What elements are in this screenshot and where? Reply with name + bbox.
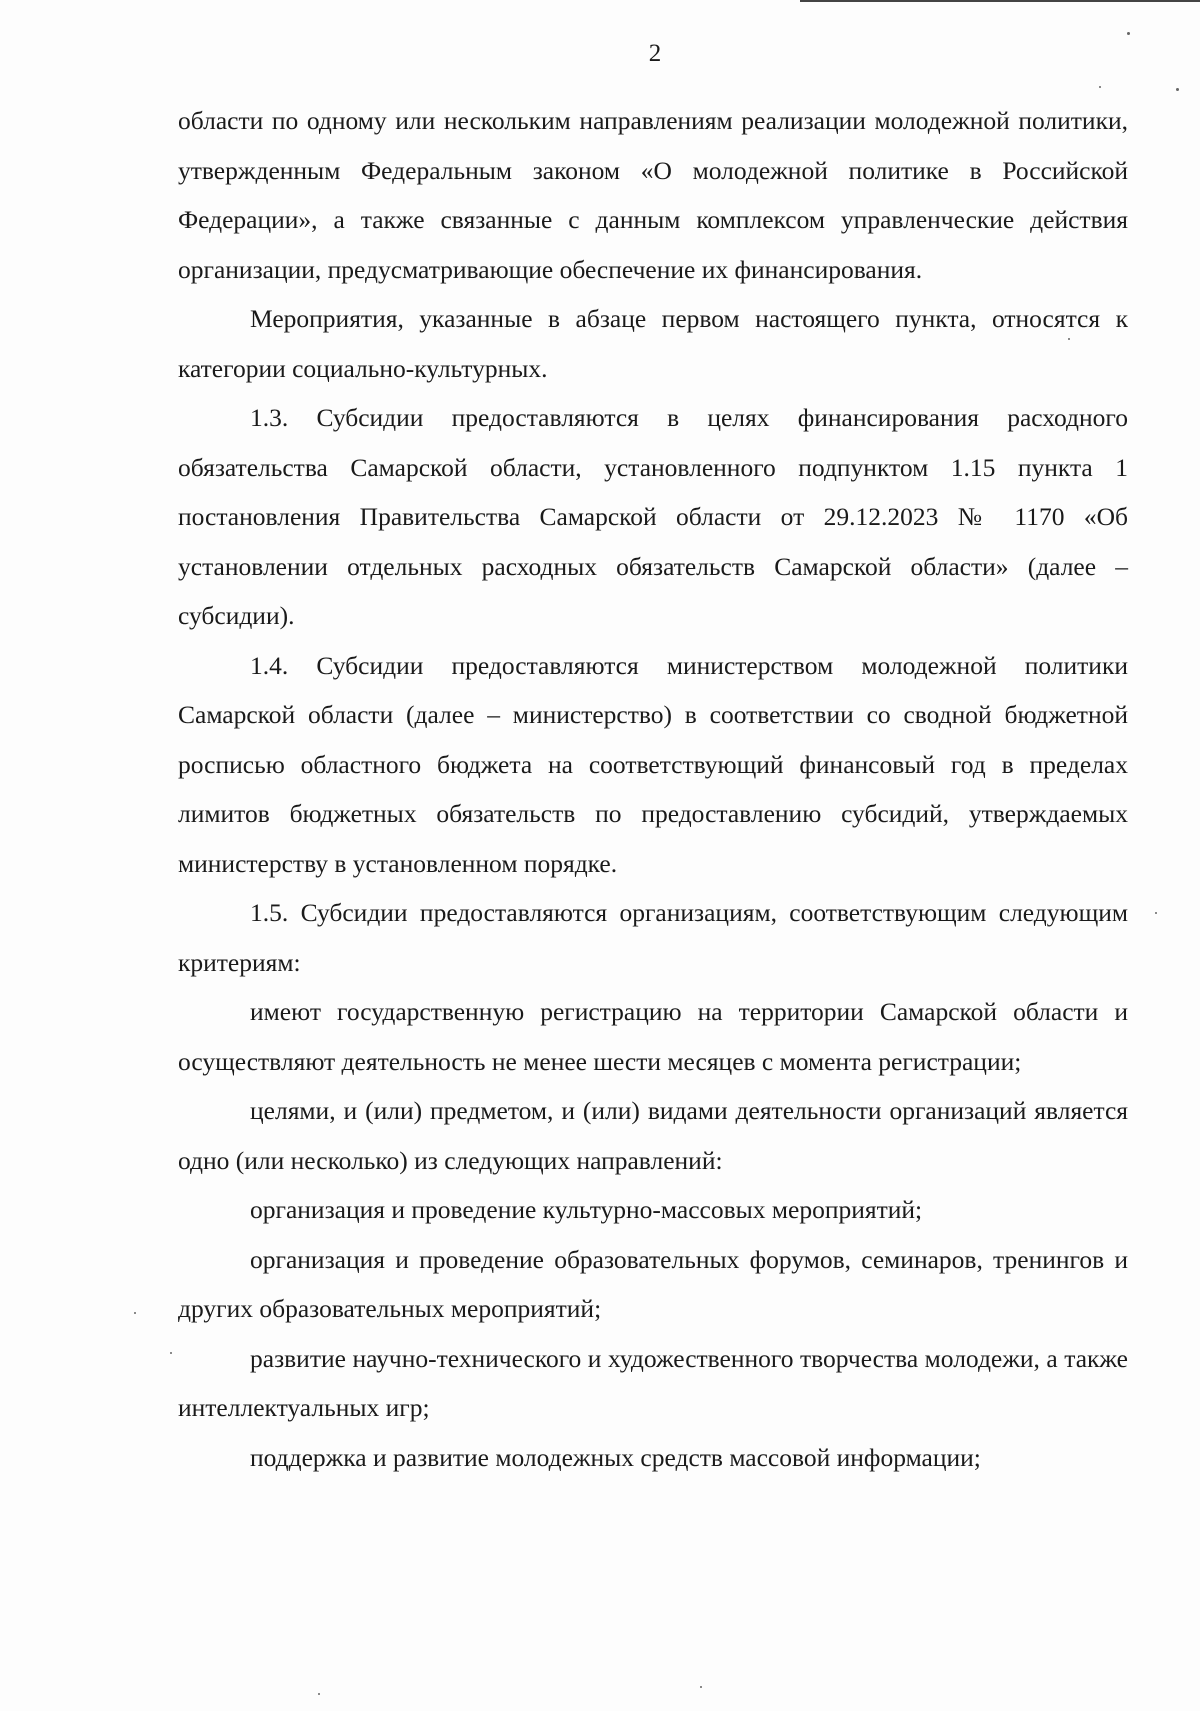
paragraph: 1.4. Субсидии предоставляются министерством молодежной политики Самарской области (далее – министерство) в соответствии со сводной бюджетной росписью областного бюджета на соответствующий финансовый год в пределах лимитов бюджетных обязательств по предоставлению субсидий, утверждаемых министерству в установленном порядке. bbox=[178, 650, 1128, 878]
document-body bbox=[178, 96, 1128, 1482]
paragraph: 1.5. Субсидии предоставляются организациям, соответствующим следующим критериям: bbox=[178, 898, 1128, 977]
paragraph: организация и проведение культурно-массовых мероприятий; bbox=[250, 1195, 923, 1224]
paragraph: развитие научно-технического и художественного творчества молодежи, а также интеллектуальных игр; bbox=[178, 1343, 1128, 1422]
paragraph: поддержка и развитие молодежных средств массовой информации; bbox=[250, 1442, 981, 1472]
scan-speck bbox=[1068, 338, 1070, 340]
scan-speck bbox=[1127, 32, 1130, 35]
paragraph: Мероприятия, указанные в абзаце первом настоящего пункта, относятся к категории социально-культурных. bbox=[178, 304, 1128, 383]
page-number: 2 bbox=[648, 40, 662, 67]
paragraph: области по одному или нескольким направлениям реализации молодежной политики, утвержденным Федеральным законом «О молодежной политике в Российской Федерации», а также связанные с данным комплексом управленческие действия организации, предусматривающие обеспечение их финансирования. bbox=[178, 106, 1128, 284]
paragraph: имеют государственную регистрацию на территории Самарской области и осуществляют деятельность не менее шести месяцев с момента регистрации; bbox=[178, 997, 1128, 1076]
scan-speck bbox=[318, 1693, 320, 1695]
scan-speck bbox=[134, 1312, 136, 1314]
scan-edge-rule bbox=[800, 0, 1200, 2]
scan-speck bbox=[700, 1686, 702, 1688]
paragraph: целями, и (или) предметом, и (или) видами деятельности организаций является одно (или несколько) из следующих направлений: bbox=[178, 1096, 1128, 1175]
paragraph: 1.3. Субсидии предоставляются в целях финансирования расходного обязательства Самарской области, установленного подпунктом 1.15 пункта 1 постановления Правительства Самарской области от 29.12.2023 № 1170 «Об установлении отдельных расходных обязательств Самарской области» (далее – субсидии). bbox=[178, 403, 1128, 630]
scan-speck bbox=[170, 1352, 172, 1354]
scan-speck bbox=[1176, 88, 1179, 91]
scan-speck bbox=[1099, 86, 1101, 88]
paragraph: организация и проведение образовательных форумов, семинаров, тренингов и других образовательных мероприятий; bbox=[178, 1244, 1128, 1323]
scan-speck bbox=[1155, 912, 1157, 914]
